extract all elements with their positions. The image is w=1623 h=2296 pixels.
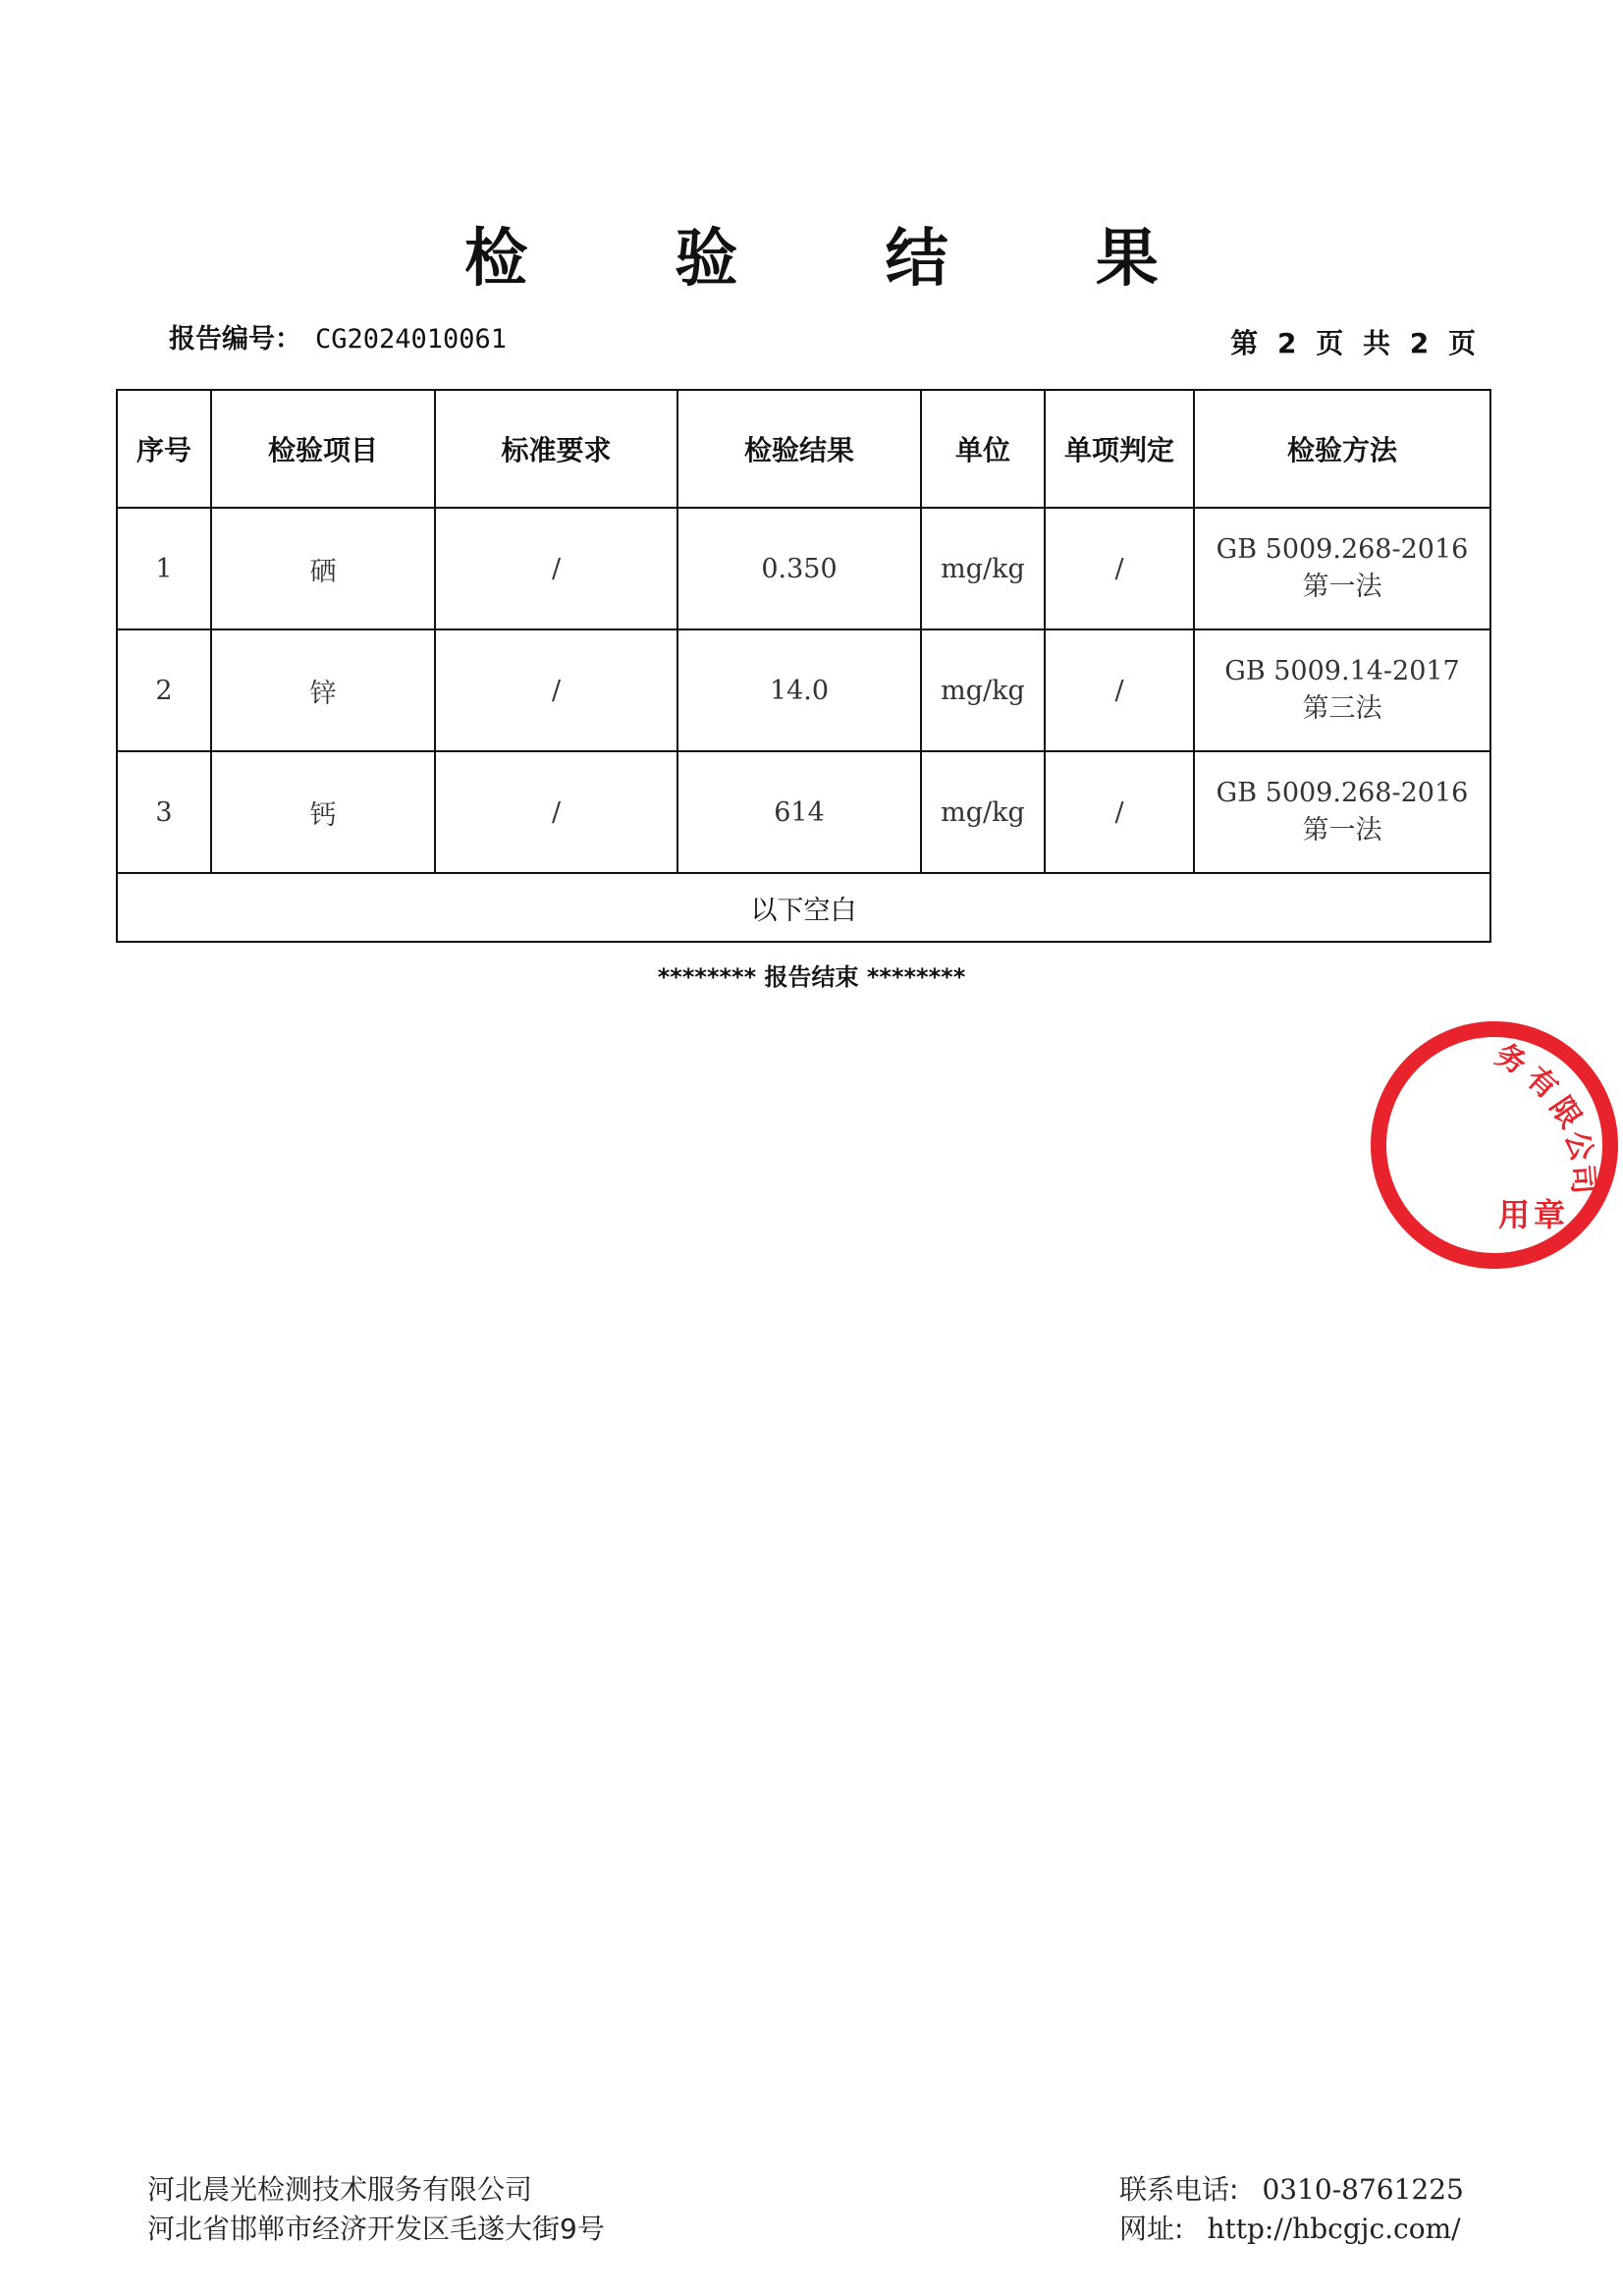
seal-stamp-icon [1489, 1011, 1623, 1279]
blank-note: 以下空白 [117, 873, 1490, 942]
cell-standard: / [435, 751, 677, 873]
table-row [117, 508, 1490, 629]
footer-company: 河北晨光检测技术服务有限公司 [147, 2173, 533, 2206]
table-row [117, 751, 1490, 873]
footer-website-label: 网址: [1119, 2213, 1184, 2245]
cell-standard: / [435, 629, 677, 751]
cell-item: 硒 [211, 508, 435, 629]
report-number-value: CG2024010061 [315, 324, 508, 355]
footer-company-info [147, 2170, 605, 2249]
report-number [169, 317, 507, 355]
cell-standard: / [435, 508, 677, 629]
footer-address: 河北省邯郸市经济开发区毛遂大街9号 [147, 2213, 605, 2245]
svg-text:务: 务 [1489, 1037, 1533, 1082]
cell-method [1194, 508, 1490, 629]
cell-judgement: / [1045, 508, 1194, 629]
method-standard: GB 5009.268-2016 [1216, 778, 1469, 808]
method-clause: 第一法 [1302, 572, 1382, 602]
cell-result: 14.0 [677, 629, 921, 751]
cell-method [1194, 751, 1490, 873]
footer-contact-info [1119, 2170, 1464, 2249]
cell-item: 锌 [211, 629, 435, 751]
blank-row [117, 873, 1490, 942]
svg-text:有: 有 [1519, 1060, 1565, 1107]
footer-phone: 0310-8761225 [1262, 2173, 1464, 2206]
footer-phone-label: 联系电话: [1119, 2173, 1239, 2206]
method-standard: GB 5009.14-2017 [1224, 656, 1460, 686]
footer-website-link[interactable]: http://hbcgjc.com/ [1207, 2213, 1461, 2245]
cell-result: 0.350 [677, 508, 921, 629]
header-standard: 标准要求 [435, 390, 677, 508]
svg-text:用: 用 [1498, 1196, 1531, 1233]
table-header-row [117, 390, 1490, 508]
svg-text:限: 限 [1542, 1090, 1589, 1135]
cell-index: 3 [117, 751, 211, 873]
svg-text:司: 司 [1564, 1163, 1601, 1196]
report-number-label: 报告编号： [169, 324, 301, 355]
svg-text:章: 章 [1534, 1196, 1566, 1233]
page-indicator: 第 2 页 共 2 页 [1230, 327, 1476, 359]
header-method: 检验方法 [1194, 390, 1490, 508]
cell-index: 2 [117, 629, 211, 751]
cell-index: 1 [117, 508, 211, 629]
cell-judgement: / [1045, 629, 1194, 751]
table-row [117, 629, 1490, 751]
svg-text:公: 公 [1557, 1126, 1600, 1166]
cell-item: 钙 [211, 751, 435, 873]
cell-result: 614 [677, 751, 921, 873]
method-standard: GB 5009.268-2016 [1216, 534, 1469, 565]
page-title: 检 验 结 果 [464, 223, 1221, 296]
cell-judgement: / [1045, 751, 1194, 873]
cell-unit: mg/kg [921, 508, 1045, 629]
report-end-marker: ******** 报告结束 ******** [657, 963, 966, 991]
footer-website-line [1119, 2210, 1464, 2249]
header-judgement: 单项判定 [1045, 390, 1194, 508]
cell-method [1194, 629, 1490, 751]
cell-unit: mg/kg [921, 751, 1045, 873]
header-item: 检验项目 [211, 390, 435, 508]
method-clause: 第三法 [1302, 693, 1382, 724]
footer-phone-line [1119, 2170, 1464, 2210]
method-clause: 第一法 [1302, 815, 1382, 846]
cell-unit: mg/kg [921, 629, 1045, 751]
header-index: 序号 [117, 390, 211, 508]
official-seal [1489, 1011, 1623, 1279]
header-unit: 单位 [921, 390, 1045, 508]
header-result: 检验结果 [677, 390, 921, 508]
results-table [116, 389, 1491, 943]
